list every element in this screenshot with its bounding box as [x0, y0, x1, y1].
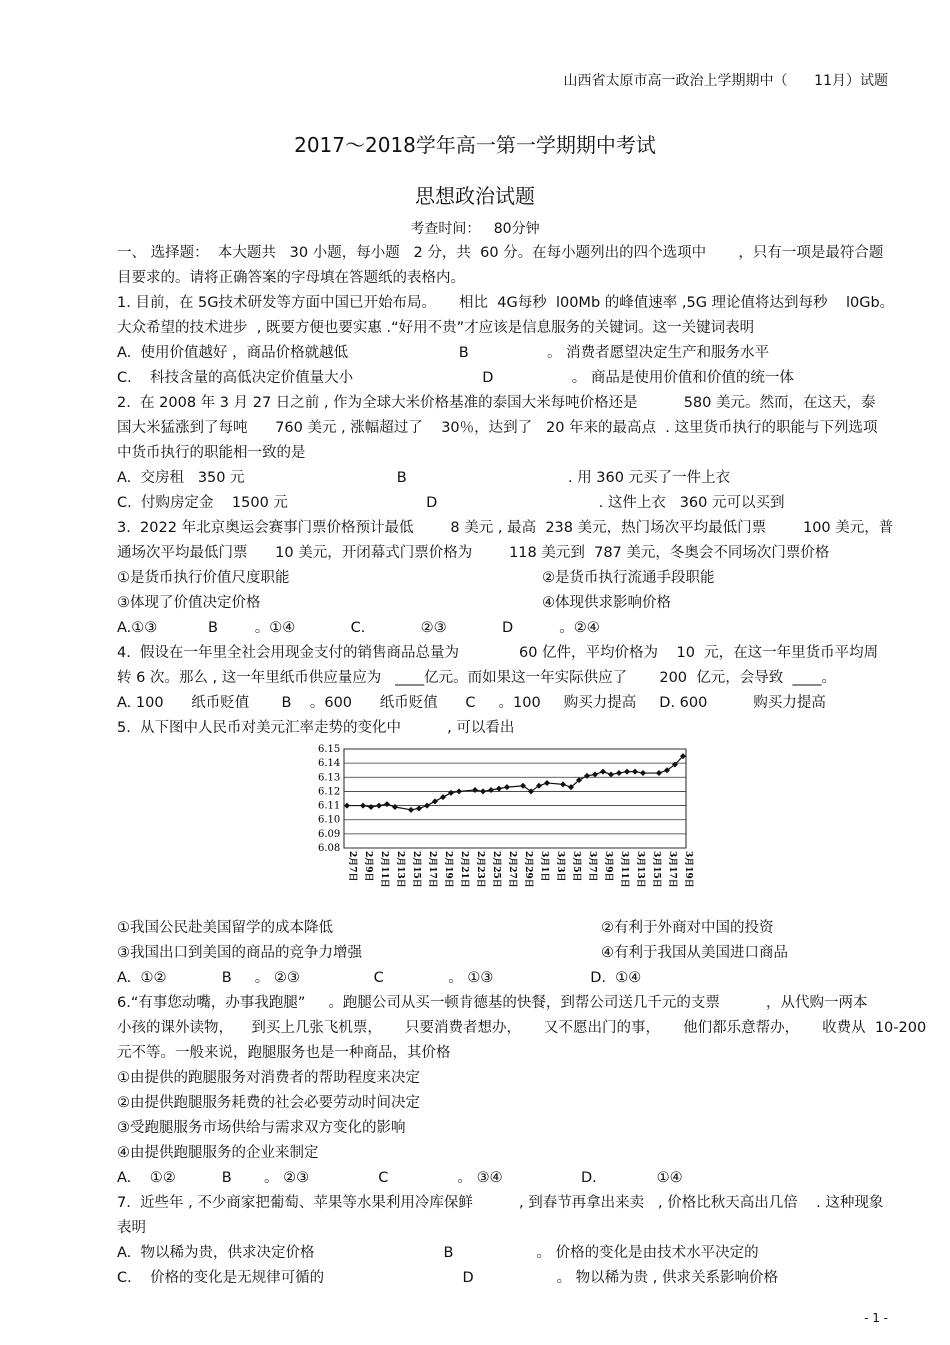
data-point	[656, 770, 662, 776]
data-point	[424, 803, 430, 809]
exchange-rate-line	[347, 756, 683, 810]
q6-stem-cont2: 元不等。一般来说，跑腿服务也是一种商品，其价格	[117, 1045, 451, 1061]
x-tick-label: 2月11日	[379, 851, 389, 888]
q6-stem: 6.“有事您动嘴，办事我跑腿” 。跑腿公司从买一顿肯德基的快餐，到帮公司送几千元的支票 ，从代购一两本	[117, 995, 868, 1011]
q1-options-cd: C. 科技含量的高低决定价值量大小 D 。 商品是使用价值和价值的统一体	[117, 370, 794, 386]
q3-options: A.①③ B 。①④ C. ②③ D 。②④	[117, 620, 600, 636]
x-tick-label: 2月9日	[363, 851, 373, 882]
data-point	[600, 769, 606, 775]
x-tick-label: 3月3日	[555, 851, 565, 882]
data-point	[384, 801, 390, 807]
q5-options: A. ①② B 。 ②③ C 。 ①③ D. ①④	[117, 970, 642, 986]
data-point	[624, 769, 630, 775]
q6-statement-2: ②由提供跑腿服务耗费的社会必要劳动时间决定	[117, 1095, 420, 1111]
x-tick-label: 3月9日	[603, 851, 613, 882]
y-tick-label: 6.15	[318, 744, 341, 755]
q7-stem-cont: 表明	[117, 1220, 146, 1236]
x-tick-label: 2月23日	[475, 851, 485, 888]
page-number: - 1 -	[864, 1311, 888, 1325]
q3-stem-cont: 通场次平均最低门票 10 美元，开闭幕式门票价格为 118 美元到 787 美元，冬奥会不同场次门票价格	[117, 545, 830, 561]
y-tick-label: 6.11	[318, 800, 341, 812]
exam-time: 考查时间： 80分钟	[410, 221, 540, 237]
data-point	[376, 803, 382, 809]
data-point	[616, 770, 622, 776]
x-tick-label: 2月7日	[347, 851, 357, 882]
data-point	[408, 807, 414, 813]
data-point	[392, 804, 398, 810]
q5-statement-1: ①我国公民赴美国留学的成本降低	[117, 920, 333, 936]
x-tick-label: 2月21日	[459, 851, 469, 888]
x-tick-label: 3月19日	[683, 851, 693, 888]
q2-stem-cont: 国大米猛涨到了每吨 760 美元 , 涨幅超过了 30％，达到了 20 年来的最高点 . 这里货币执行的职能与下列选项	[117, 420, 878, 436]
section-instructions-cont: 目要求的。请将正确答案的字母填在答题纸的表格内。	[117, 270, 465, 286]
q5-statement-3: ③我国出口到美国的商品的竞争力增强	[117, 945, 362, 961]
x-tick-label: 2月25日	[491, 851, 501, 888]
x-tick-label: 2月27日	[507, 851, 517, 888]
data-point	[632, 769, 638, 775]
data-point	[472, 787, 478, 793]
exchange-rate-chart	[316, 741, 691, 913]
data-point	[480, 788, 486, 794]
q3-statement-2: ②是货币执行流通手段职能	[542, 570, 715, 586]
data-point	[368, 804, 374, 810]
x-tick-label: 3月1日	[539, 851, 549, 882]
header-title: 山西省太原市高一政治上学期期中（ 11月）试题	[563, 73, 888, 89]
q2-options-ab: A. 交房租 350 元 B . 用 360 元买了一件上衣	[117, 470, 731, 486]
data-point	[432, 798, 438, 804]
q5-statement-4: ④有利于我国从美国进口商品	[601, 945, 788, 961]
q1-stem-cont: 大众希望的技术进步 , 既要方便也要实惠 .“好用不贵”才应该是信息服务的关键词。这一关键词表明	[117, 320, 755, 336]
q7-options-ab: A. 物以稀为贵，供求决定价格 B 。 价格的变化是由技术水平决定的	[117, 1245, 759, 1261]
q7-stem: 7. 近些年 , 不少商家把葡萄、苹果等水果利用冷库保鲜 , 到春节再拿出来卖 , 价格比秋天高出几倍 . 这种现象	[117, 1195, 884, 1211]
y-tick-label: 6.13	[318, 772, 341, 784]
q2-stem: 2. 在 2008 年 3 月 27 日之前 , 作为全球大米价格基准的泰国大米每吨价格还是 580 美元。然而，在这天，泰	[117, 395, 876, 411]
data-point	[640, 770, 646, 776]
q1-stem: 1. 目前，在 5G技术研发等方面中国已开始布局。 相比 4G每秒 l00Mb 的峰值速率 ,5G 理论值将达到每秒 l0Gb。	[117, 295, 895, 311]
data-point	[344, 803, 350, 809]
data-point	[488, 787, 494, 793]
x-tick-label: 3月15日	[651, 851, 661, 888]
x-tick-label: 3月17日	[667, 851, 677, 888]
data-point	[584, 773, 590, 779]
q3-statement-3: ③体现了价值决定价格	[117, 595, 261, 611]
q2-stem-cont2: 中货币执行的职能相一致的是	[117, 445, 306, 461]
data-point	[456, 788, 462, 794]
x-tick-label: 3月11日	[619, 851, 629, 888]
q1-options-ab: A. 使用价值越好 ，商品价格就越低 B 。 消费者愿望决定生产和服务水平	[117, 345, 770, 361]
q6-statement-3: ③受跑腿服务市场供给与需求双方变化的影响	[117, 1120, 406, 1136]
x-tick-label: 3月5日	[571, 851, 581, 882]
q6-options: A. ①② B 。 ②③ C 。 ③④ D. ①④	[117, 1170, 683, 1186]
q3-stem: 3. 2022 年北京奥运会赛事门票价格预计最低 8 美元 , 最高 238 美元，热门场次平均最低门票 100 美元，普	[117, 520, 894, 536]
data-point	[608, 771, 614, 777]
q7-options-cd: C. 价格的变化是无规律可循的 D 。 物以稀为贵 , 供求关系影响价格	[117, 1270, 779, 1286]
q4-stem-cont: 转 6 次。那么 , 这一年里纸币供应量应为 ____亿元。而如果这一年实际供应了 200 亿元，会导致 ____。	[117, 670, 836, 686]
x-tick-label: 2月15日	[411, 851, 421, 888]
x-tick-label: 2月19日	[443, 851, 453, 888]
y-tick-label: 6.09	[318, 828, 341, 840]
y-tick-label: 6.12	[318, 786, 341, 798]
q6-stem-cont: 小孩的课外读物， 到买上几张飞机票， 只要消费者想办， 又不愿出门的事， 他们都乐意帮办， 收费从 10-200	[117, 1020, 927, 1036]
data-point	[544, 780, 550, 786]
q3-statement-1: ①是货币执行价值尺度职能	[117, 570, 290, 586]
data-point	[448, 790, 454, 796]
y-tick-label: 6.14	[318, 758, 341, 770]
plot-frame	[344, 749, 686, 848]
x-tick-label: 2月17日	[427, 851, 437, 888]
x-tick-label: 3月13日	[635, 851, 645, 888]
data-point	[360, 803, 366, 809]
q6-statement-1: ①由提供的跑腿服务对消费者的帮助程度来决定	[117, 1070, 420, 1086]
q4-stem: 4. 假设在一年里全社会用现金支付的销售商品总量为 60 亿件，平均价格为 10 元，在这一年里货币平均周	[117, 645, 879, 661]
data-point	[416, 805, 422, 811]
q3-statement-4: ④体现供求影响价格	[542, 595, 671, 611]
q5-statement-2: ②有利于外商对中国的投资	[601, 920, 774, 936]
exam-title: 2017～2018学年高一第一学期期中考试	[294, 133, 656, 157]
y-tick-label: 6.10	[318, 814, 341, 826]
q6-statement-4: ④由提供跑腿服务的企业来制定	[117, 1145, 319, 1161]
data-point	[592, 771, 598, 777]
x-tick-label: 3月7日	[587, 851, 597, 882]
x-tick-label: 2月13日	[395, 851, 405, 888]
q2-options-cd: C. 付购房定金 1500 元 D . 这件上衣 360 元可以买到	[117, 495, 785, 511]
x-tick-label: 2月29日	[523, 851, 533, 888]
q5-stem: 5. 从下图中人民币对美元汇率走势的变化中 , 可以看出	[117, 720, 515, 736]
q4-options: A. 100 纸币贬值 B 。600 纸币贬值 C 。100 购买力提高 D. 600 购买力提高	[117, 695, 826, 711]
data-point	[440, 794, 446, 800]
y-tick-label: 6.08	[318, 843, 341, 854]
data-point	[560, 781, 566, 787]
subject-title: 思想政治试题	[415, 184, 535, 208]
data-point	[496, 786, 502, 792]
data-point	[504, 784, 510, 790]
section-instructions: 一、 选择题： 本大题共 30 小题，每小题 2 分，共 60 分。在每小题列出的四个选项中 ，只有一项是最符合题	[117, 245, 884, 261]
